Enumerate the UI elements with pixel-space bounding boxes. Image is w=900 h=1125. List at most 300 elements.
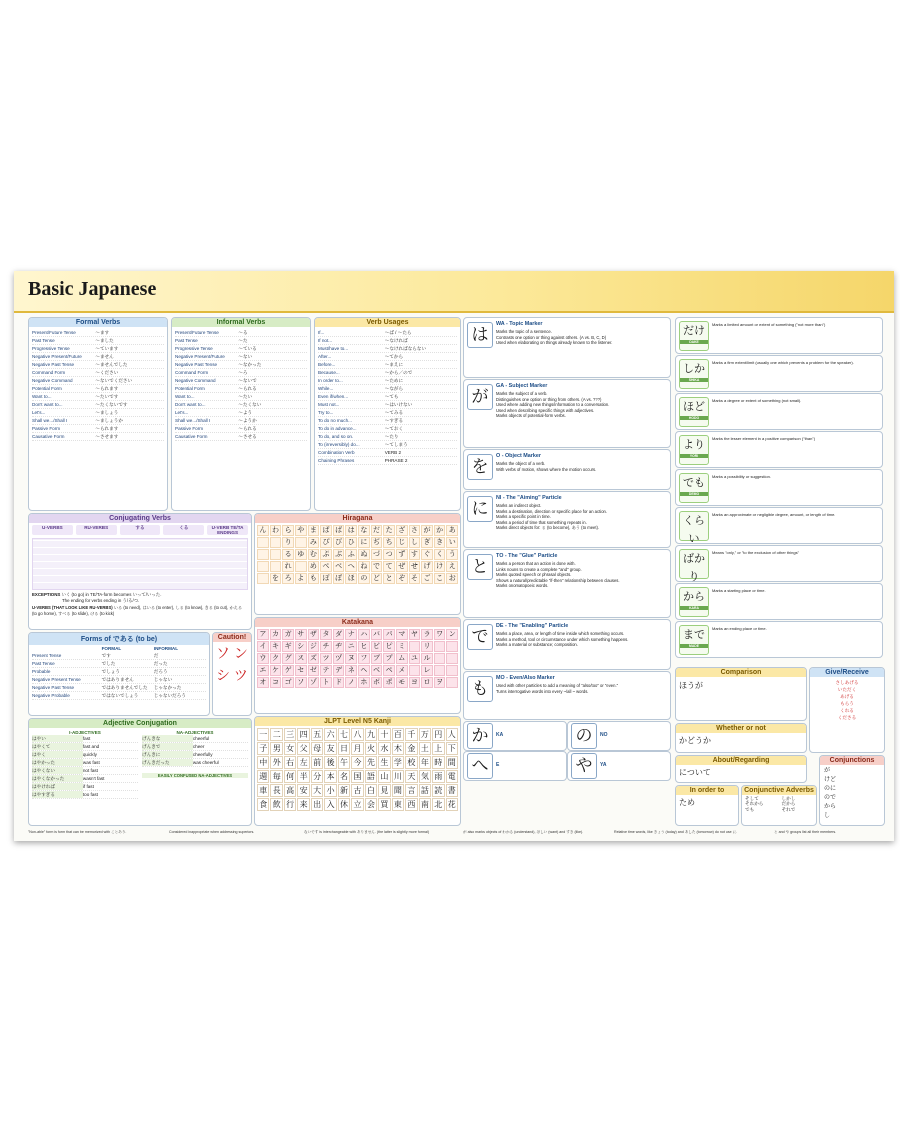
kana-cell: や [295, 525, 307, 536]
kana-cell: な [358, 525, 370, 536]
verb-row-value: ～ないでください [95, 378, 133, 383]
in-order-word: ため [679, 798, 695, 807]
kana-cell: ビ [371, 641, 383, 652]
kana-cell: ば [333, 525, 345, 536]
verb-row-value: ～られます [95, 386, 119, 391]
katakana-panel [254, 617, 461, 714]
conjunctive-adverb: それで [781, 806, 796, 812]
particle-char: に [467, 496, 493, 522]
kanji-cell: 下 [446, 742, 458, 755]
kana-cell: べ [333, 561, 345, 572]
particle-panel [463, 549, 671, 618]
kana-cell: ダ [333, 629, 345, 640]
adjective-en: fast and [82, 744, 100, 749]
word-desc: Marks a limited amount or extent of something ("not more than") [712, 322, 826, 327]
small-particle-char: へ [467, 753, 493, 779]
kana-cell: ン [446, 629, 458, 640]
word-panel [675, 431, 883, 468]
kana-cell: ム [396, 653, 408, 664]
kanji-cell: 新 [338, 784, 350, 797]
kana-cell: け [434, 561, 446, 572]
kanji-cell: 間 [446, 756, 458, 769]
kana-cell: ワ [434, 629, 446, 640]
kana-cell: ポ [383, 677, 395, 688]
particles-column [463, 317, 671, 827]
kanji-title: JLPT Level N5 Kanji [255, 717, 460, 726]
conjunctions-panel [819, 755, 885, 826]
adjective-en: cheerful [192, 736, 210, 741]
verb-row-label: Negative Command [32, 378, 73, 383]
kana-cell: ヌ [345, 653, 357, 664]
i-adjectives-header: I-ADJECTIVES [69, 730, 101, 735]
kana-cell: ゼ [308, 665, 320, 676]
kana-cell: に [358, 537, 370, 548]
small-particle-romaji: E [496, 762, 500, 768]
kana-cell: か [434, 525, 446, 536]
kanji-cell: 毎 [270, 770, 282, 783]
formal-verbs-list [29, 327, 167, 443]
word-panel [675, 545, 883, 582]
adjective-row [32, 767, 138, 775]
small-particle-romaji: YA [600, 762, 607, 768]
kanji-cell: 読 [432, 784, 444, 797]
kana-cell [409, 641, 421, 652]
particle-bullet: Marks a method, tool or circumstance under which something happens. [496, 636, 629, 642]
kanji-grid [255, 726, 460, 813]
particle-bullet: Distinguishes one option or thing from others. (A vs. ???) [496, 396, 602, 402]
kanji-cell: 先 [365, 756, 377, 769]
kanji-cell: 小 [324, 784, 336, 797]
dearu-row [32, 676, 206, 684]
kana-cell: が [421, 525, 433, 536]
katakana-title: Katakana [255, 618, 460, 627]
verb-row-label: Must/have to... [318, 346, 349, 351]
kanji-panel [254, 716, 461, 826]
verb-row-value: ～すぎる [384, 418, 404, 423]
exception-2: The ending for verbs ending in う/る/つ. [62, 598, 140, 603]
kana-cell: ぶ [333, 549, 345, 560]
kana-cell: ゲ [282, 665, 294, 676]
kana-cell: レ [421, 665, 433, 676]
kana-cell: ノ [345, 677, 357, 688]
word-box [679, 625, 709, 655]
verb-row [318, 377, 457, 385]
small-particle-panel [567, 751, 671, 781]
kanji-cell: 気 [419, 770, 431, 783]
particle-bullet: Marks an indirect object. [496, 503, 542, 508]
whether-panel [675, 723, 807, 753]
verb-row [175, 401, 307, 409]
adjective-row [142, 759, 248, 767]
particle-bullet: Marks a destination, direction or specific place for an action. [496, 508, 608, 514]
dearu-row [32, 652, 206, 660]
conjunctive-adverb: でも [745, 806, 755, 812]
kana-cell: ギ [282, 641, 294, 652]
kana-cell: そ [409, 573, 421, 584]
kana-cell: え [446, 561, 458, 572]
dearu-row [32, 692, 206, 700]
kana-cell: ゆ [295, 549, 307, 560]
kanji-cell: 千 [405, 728, 417, 741]
whether-word: かどうか [679, 736, 711, 745]
verb-row [175, 361, 307, 369]
verb-row [175, 409, 307, 417]
word-romaji: DAKE [680, 340, 708, 344]
word-romaji: HODO [680, 416, 708, 420]
footer-note: と and や groups list all their members. [774, 830, 837, 834]
kanji-cell: 川 [392, 770, 404, 783]
conjunction-item: けど [824, 777, 837, 783]
in-order-title: In order to [676, 786, 738, 795]
adjective-en: wasn't fast [82, 776, 105, 781]
adjective-en: not fast [82, 768, 98, 773]
kana-cell: ぢ [371, 537, 383, 548]
small-particle-char: や [571, 753, 597, 779]
verb-row-label: If not... [318, 338, 333, 343]
kanji-cell: 白 [365, 784, 377, 797]
particle-bullet: Marks objects of potential-form verbs. [496, 413, 566, 419]
forms-of-dearu-title: Forms of である (to be) [29, 633, 209, 645]
particle-bullet: Marks a period of time that something repeats in. [496, 519, 587, 525]
verb-row-value: ～よう [238, 410, 253, 415]
adjective-en: cheer [192, 744, 205, 749]
verb-row-value: ～ながら [384, 386, 404, 391]
particle-bullet: Shows a natural/predictable "if-then" relationship between clauses. [496, 577, 620, 583]
word-box [679, 435, 709, 465]
particle-bullets [496, 561, 666, 589]
kanji-cell: 食 [257, 798, 269, 811]
conjunctive-adverb: そして [745, 796, 759, 801]
dearu-formal: ではありません [101, 677, 134, 682]
kanji-cell: 人 [446, 728, 458, 741]
kanji-cell: 三 [284, 728, 296, 741]
verb-row-label: Combination Verb [318, 450, 355, 455]
particle-bullet: Marks the subject of a verb. [496, 391, 548, 396]
adjective-jp: はやすぎる [32, 791, 83, 798]
conjugating-verbs-panel [28, 513, 252, 630]
word-panel [675, 355, 883, 392]
kana-cell: メ [396, 665, 408, 676]
verb-row [318, 393, 457, 401]
verb-row [318, 401, 457, 409]
verb-row-value: ～ています [95, 346, 119, 351]
particle-bullet: Used when describing specific things with adjectives. [496, 407, 595, 413]
verb-row-value: ～から／ので [384, 370, 413, 375]
kana-cell: む [308, 549, 320, 560]
particle-bullet: Used where adding new things/information to a conversation. [496, 402, 610, 408]
kanji-cell: 時 [432, 756, 444, 769]
dearu-informal: じゃないだろう [153, 693, 186, 698]
kanji-cell: 二 [270, 728, 282, 741]
kana-cell: ヅ [333, 653, 345, 664]
particle-panel [463, 449, 671, 490]
adjective-en: was fast [82, 760, 100, 765]
kanji-cell: 外 [270, 756, 282, 769]
kana-cell: ヨ [409, 677, 421, 688]
adjective-row [142, 743, 248, 751]
kana-cell: ぎ [421, 537, 433, 548]
words-column [675, 317, 883, 662]
verb-row-label: Want to... [175, 394, 195, 399]
kana-cell: す [409, 549, 421, 560]
verb-row-label: Don't want to... [32, 402, 63, 407]
verb-row-value: ～ない [238, 354, 253, 359]
kana-cell: ぞ [396, 573, 408, 584]
verb-row-label: Want to... [32, 394, 52, 399]
adjective-row [32, 783, 138, 791]
verb-row-label: While... [318, 386, 334, 391]
word-jp: ばかり [683, 553, 705, 583]
kana-cell [446, 653, 458, 664]
dearu-formal: ではありませんでした [101, 685, 148, 690]
kana-cell: ぷ [320, 549, 332, 560]
particle-bullet: Turns interrogative words into every ~/all ~ words. [496, 688, 589, 694]
dearu-formal: です [101, 653, 111, 658]
kana-cell: き [434, 537, 446, 548]
particle-bullet: Marks the object of a verb. [496, 461, 546, 466]
kana-cell: ナ [345, 629, 357, 640]
dearu-informal: だった [153, 661, 168, 666]
particle-bullet: Links nouns to create a complete "and" group. [496, 566, 582, 572]
kanji-cell: 円 [432, 728, 444, 741]
particle-char: で [467, 624, 493, 650]
small-particle-panel [463, 721, 567, 751]
kanji-cell: 後 [324, 756, 336, 769]
kana-cell: ぱ [320, 525, 332, 536]
kanji-cell: 土 [419, 742, 431, 755]
kanji-cell: 大 [311, 784, 323, 797]
verb-row-label: Negative Past Tense [32, 362, 75, 367]
conjugating-column-header: する [120, 525, 161, 535]
kana-cell: モ [396, 677, 408, 688]
kana-cell: さ [409, 525, 421, 536]
kana-cell: ニ [345, 641, 357, 652]
footer-note: Considered inappropriate when addressing superiors. [169, 830, 255, 834]
kanji-cell: 西 [405, 798, 417, 811]
page-title: Basic Japanese [28, 278, 157, 300]
adjective-en: if fast [82, 784, 94, 789]
kanji-cell: 父 [297, 742, 309, 755]
conjunction-item: のに [824, 786, 837, 792]
kanji-cell: 休 [338, 798, 350, 811]
kanji-cell: 生 [378, 756, 390, 769]
verb-row [318, 329, 457, 337]
dearu-row [32, 684, 206, 692]
dearu-formal: でした [101, 661, 116, 666]
kana-cell [434, 641, 446, 652]
kana-cell: ほ [345, 573, 357, 584]
dearu-informal: じゃない [153, 677, 173, 682]
kana-cell: を [270, 573, 282, 584]
kana-cell: じ [396, 537, 408, 548]
adjective-jp: はやくて [32, 743, 83, 750]
kana-cell: コ [270, 677, 282, 688]
kana-cell: い [446, 537, 458, 548]
small-particle-char: の [571, 723, 597, 749]
verb-row-value: ～てから [384, 354, 404, 359]
word-romaji: YORI [680, 454, 708, 458]
verb-row [318, 361, 457, 369]
kana-cell: ず [396, 549, 408, 560]
word-panel [675, 317, 883, 354]
kanji-cell: 半 [297, 770, 309, 783]
word-box [679, 511, 709, 545]
conjunction-item: ので [824, 795, 837, 801]
kana-cell: エ [257, 665, 269, 676]
verb-row [318, 457, 457, 465]
verb-row [175, 337, 307, 345]
kanji-cell: 今 [351, 756, 363, 769]
verb-row [32, 393, 164, 401]
kanji-cell: 名 [338, 770, 350, 783]
kana-cell: よ [295, 573, 307, 584]
kanji-cell: 行 [284, 798, 296, 811]
na-adjectives-list [142, 735, 248, 767]
u-verbs-note: U-VERBS (THAT LOOK LIKE RU-VERBS) [32, 605, 113, 610]
kana-cell: ズ [308, 653, 320, 664]
kanji-cell: 金 [405, 742, 417, 755]
verb-row-label: Command Form [175, 370, 209, 375]
verb-row [32, 417, 164, 425]
particle-title: TO - The "Glue" Particle [496, 553, 558, 559]
kana-cell: る [282, 549, 294, 560]
kana-cell: へ [345, 561, 357, 572]
verb-row [175, 329, 307, 337]
kana-cell: パ [383, 629, 395, 640]
kana-cell: ら [282, 525, 294, 536]
kanji-cell: 東 [392, 798, 404, 811]
particle-title: DE - The "Enabling" Particle [496, 623, 569, 629]
kanji-cell: 買 [378, 798, 390, 811]
verb-row-value: VERB 2 [384, 450, 402, 455]
particle-char: と [467, 554, 493, 580]
kana-cell: ユ [409, 653, 421, 664]
conjunctive-adverb: それから [745, 801, 764, 807]
kana-cell: サ [295, 629, 307, 640]
dearu-formal: ではないでしょう [101, 693, 139, 698]
verb-row-value: ～まえに [384, 362, 404, 367]
particle-title: MO - Even/Also Marker [496, 675, 555, 681]
small-particle-romaji: NO [600, 732, 608, 738]
give-receive-title: Give/Receive [810, 668, 884, 677]
adjective-row [32, 759, 138, 767]
footer-note: "Non-able" form is form that can be memorized with ことあり. [28, 830, 127, 834]
verb-row-label: To do no much... [318, 418, 352, 423]
verb-row-value: ～なければ [384, 338, 408, 343]
kana-cell: プ [383, 653, 395, 664]
footer-note: Relative time words, like きょう (today) and あした (tomorrow) do not use に. [614, 830, 738, 834]
conjugating-columns [29, 523, 251, 537]
verb-row-value: ～ようか [238, 418, 257, 423]
kana-cell: て [383, 561, 395, 572]
kanji-cell: 水 [378, 742, 390, 755]
verb-row-value: ～られる [238, 386, 257, 391]
kana-cell: ぐ [421, 549, 433, 560]
kana-cell: ぽ [320, 573, 332, 584]
verb-row-value: ～ます [95, 330, 110, 335]
whether-title: Whether or not [676, 724, 806, 733]
adjective-row [32, 791, 138, 799]
verb-row [32, 337, 164, 345]
kana-cell: ピ [383, 641, 395, 652]
verb-usages-panel [314, 317, 461, 511]
kana-cell: ゾ [308, 677, 320, 688]
kana-cell: と [383, 573, 395, 584]
kanji-cell: 聞 [392, 784, 404, 797]
particle-bullet: Marks a specific point in time. [496, 514, 551, 520]
verb-row-label: Even if/when... [318, 394, 349, 399]
kanji-cell: 子 [257, 742, 269, 755]
verb-row-label: Let's... [32, 410, 46, 415]
hiragana-grid [255, 523, 460, 586]
kana-cell: ぴ [320, 537, 332, 548]
dearu-informal: だろう [153, 669, 168, 674]
adjective-conjugation-title: Adjective Conjugation [29, 719, 251, 728]
verb-row-value: ～ません [95, 354, 114, 359]
conjunctive-adverb: しかし [781, 796, 796, 801]
about-panel [675, 755, 807, 783]
exception-1: いく (to go) in TE/TA-form becomes いって/いった. [61, 592, 162, 597]
kana-cell: ベ [371, 665, 383, 676]
kana-cell [270, 549, 282, 560]
kanji-cell: 立 [351, 798, 363, 811]
kana-cell: で [371, 561, 383, 572]
kana-cell [257, 549, 269, 560]
adjective-row [32, 775, 138, 783]
kana-cell: つ [383, 549, 395, 560]
word-panel [675, 393, 883, 430]
verb-row [175, 345, 307, 353]
verb-row [318, 353, 457, 361]
adjective-jp: げんきで [142, 743, 193, 750]
kanji-cell: 四 [297, 728, 309, 741]
dearu-label: Past Tense [32, 661, 55, 666]
particle-bullets [496, 683, 666, 694]
dearu-label: Negative Past Tense [32, 685, 75, 690]
comparison-word: ほうが [679, 681, 703, 690]
verb-row [32, 425, 164, 433]
verb-row-label: Negative Present/Future [175, 354, 225, 359]
kana-cell: ラ [421, 629, 433, 640]
particle-panel [463, 671, 671, 720]
give-receive-item: さしあげる [835, 680, 859, 685]
word-desc: Marks a starting place or time. [712, 588, 766, 593]
verb-row-value: ～たくない [238, 402, 262, 407]
adjective-jp: はやく [32, 751, 83, 758]
particle-bullet: Marks onomatopoeic words. [496, 583, 549, 589]
kana-cell: カ [270, 629, 282, 640]
verb-row-label: Negative Present/Future [32, 354, 82, 359]
verb-row [318, 449, 457, 457]
informal-verbs-title: Informal Verbs [172, 318, 310, 327]
verb-row-value: ～ましょう [95, 410, 119, 415]
verb-row [318, 337, 457, 345]
kana-cell: ミ [396, 641, 408, 652]
kana-cell: チ [320, 641, 332, 652]
kanji-cell: 日 [338, 742, 350, 755]
particle-bullet: Marks quoted speech or phrasal objects. [496, 572, 572, 578]
kanji-cell: 見 [378, 784, 390, 797]
exceptions-label: EXCEPTIONS [32, 592, 61, 597]
word-panel [675, 583, 883, 620]
word-desc: Marks a degree or extent of something (not small). [712, 398, 802, 403]
word-panel [675, 469, 883, 506]
verb-row-value: ～ないで [238, 378, 257, 383]
verb-row-label: To (irreversibly) do... [318, 442, 360, 447]
adjective-row [32, 735, 138, 743]
verb-row [32, 361, 164, 369]
forms-of-dearu-panel [28, 632, 210, 716]
